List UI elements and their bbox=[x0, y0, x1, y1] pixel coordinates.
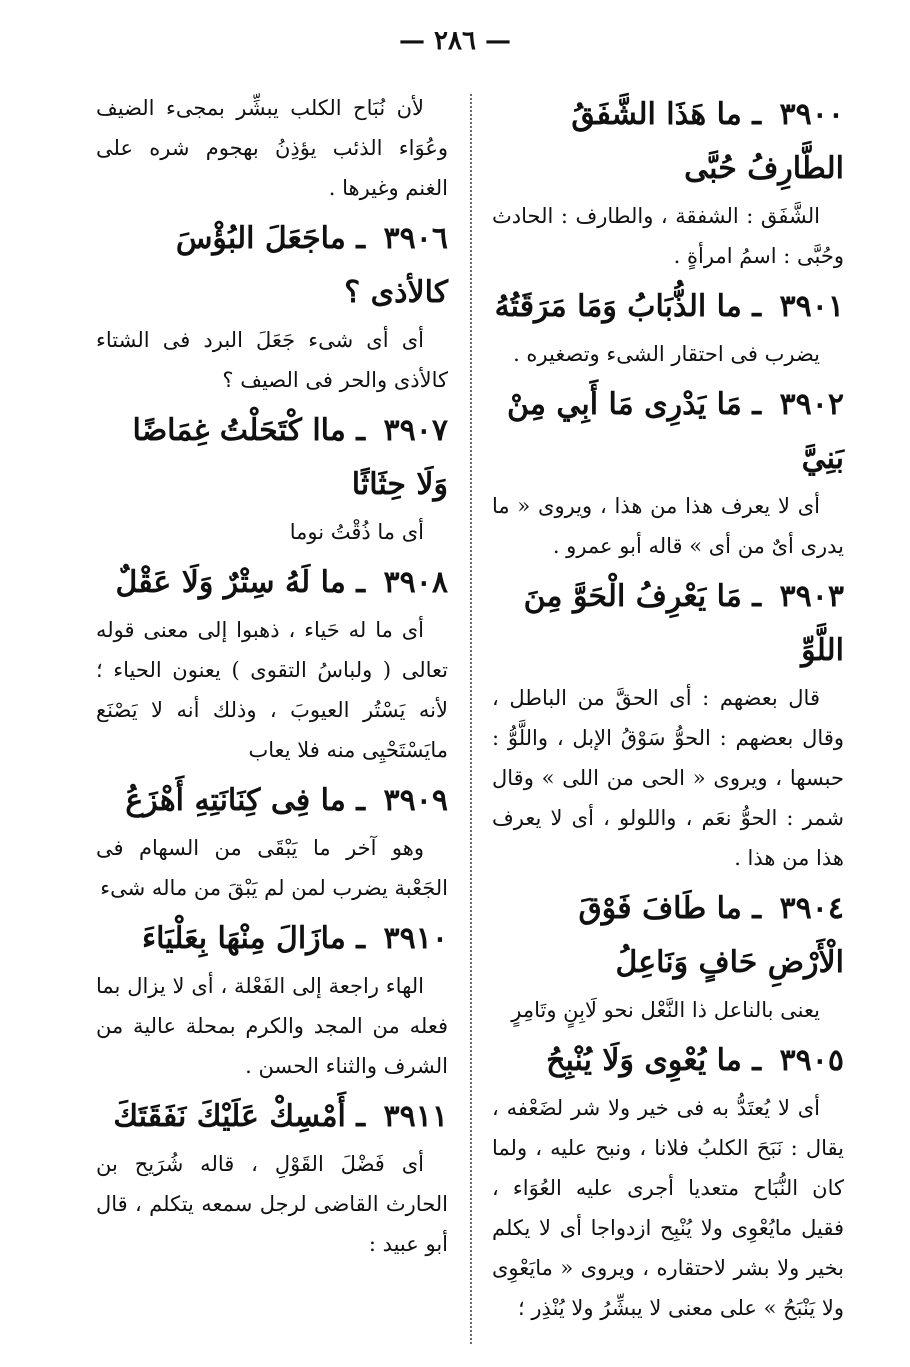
right-column bbox=[492, 88, 844, 1332]
proverb-text: ما الذُّبَابُ وَمَا مَرَقَتُهُ bbox=[494, 289, 742, 324]
proverb-title bbox=[492, 570, 844, 678]
proverb-number: ٣٩٠٧ bbox=[383, 413, 448, 448]
title-dash: ـ bbox=[741, 891, 772, 926]
proverb-entry bbox=[96, 1090, 448, 1264]
proverb-text: ما فِى كِنَانَتِهِ أَهْزَعُ bbox=[125, 783, 346, 818]
proverb-entry bbox=[492, 378, 844, 566]
proverb-explanation: وهو آخر ما يَبْقَى من السهام فى الجَعْبة يضرب لمن لم يَبْقَ من ماله شىء bbox=[96, 836, 448, 900]
title-dash: ـ bbox=[741, 289, 772, 324]
page-number: — ٢٨٦ — bbox=[398, 26, 512, 56]
proverb-explanation: يعنى بالناعل ذا النَّعْل نحو لَابِنٍ وتَامِرٍ bbox=[511, 998, 820, 1022]
proverb-entry bbox=[96, 212, 448, 400]
proverb-explanation: لأن نُبَاح الكلب يبشِّر بمجىء الضيف وعُوَاء الذئب يؤذِنُ بهجوم شره على الغنم وغيرها . bbox=[96, 96, 448, 200]
proverb-text: أَمْسِكْ عَلَيْكَ نَفَقَتَكَ bbox=[113, 1099, 346, 1134]
proverb-title bbox=[492, 280, 844, 334]
proverb-title bbox=[96, 556, 448, 610]
proverb-text: ماجَعَلَ البُؤْسَ كالأذى ؟ bbox=[175, 221, 448, 310]
proverb-number: ٣٩٠٥ bbox=[779, 1043, 844, 1078]
proverb-entry bbox=[96, 912, 448, 1086]
title-dash: ـ bbox=[741, 97, 772, 132]
proverb-explanation: أى أى شىء جَعَلَ البرد فى الشتاء كالأذى والحر فى الصيف ؟ bbox=[96, 328, 448, 392]
proverb-number: ٣٩٠٢ bbox=[779, 387, 844, 422]
title-dash: ـ bbox=[741, 387, 772, 422]
proverb-number: ٣٩٠٦ bbox=[383, 221, 448, 256]
proverb-explanation: يضرب فى احتقار الشىء وتصغيره . bbox=[513, 342, 820, 366]
proverb-entry bbox=[96, 774, 448, 908]
proverb-explanation: أى ما له حَياء ، ذهبوا إلى معنى قوله تعالى ( ولباسُ التقوى ) يعنون الحياء ؛ لأنه يَسْتُر العيوبَ ، وذلك أنه لا يَصْنَع مايَسْتَحْيِى منه فلا يعاب bbox=[96, 618, 448, 762]
proverb-entry bbox=[492, 88, 844, 276]
proverb-explanation: أى ما ذُقْتُ نوما bbox=[289, 520, 424, 544]
title-dash: ـ bbox=[345, 413, 376, 448]
proverb-number: ٣٩٠٤ bbox=[779, 891, 844, 926]
proverb-title bbox=[96, 774, 448, 828]
proverb-entry bbox=[492, 882, 844, 1030]
proverb-entry bbox=[96, 404, 448, 552]
proverb-number: ٣٩٠٣ bbox=[779, 579, 844, 614]
proverb-entry bbox=[96, 88, 448, 208]
left-column bbox=[96, 88, 448, 1268]
proverb-title bbox=[492, 1034, 844, 1088]
proverb-number: ٣٩٠١ bbox=[779, 289, 844, 324]
proverb-title bbox=[492, 882, 844, 990]
proverb-title bbox=[96, 912, 448, 966]
proverb-explanation: قال بعضهم : أى الحقَّ من الباطل ، وقال بعضهم : الحوُّ سَوْقُ الإبل ، واللَّوُّ : حبسها ، ويروى « الحى من اللى » وقال شمر : الحوُّ نعَم ، واللولو ، أى لا يعرف هذا من هذا . bbox=[492, 686, 844, 870]
proverb-explanation: أى لا يُعتَدُّ به فى خير ولا شر لضَعْفه ، يقال : نَبَحَ الكلبُ فلانا ، ونبح عليه ، ولما كان النُّبَاح متعديا أجرى عليه العُوَاء ، فقيل مايُعْوِى ولا يُنْبِح ازدواجا أى لا يكلم بخير ولا بشر لاحتقاره ، ويروى « مايَعْوِى ولا يَنْبَحُ » على معنى لا يبشِّرُ ولا يُنْذِر ؛ bbox=[492, 1096, 844, 1320]
proverb-explanation: أى لا يعرف هذا من هذا ، ويروى « ما يدرى أىٌ من أى » قاله أبو عمرو . bbox=[492, 494, 844, 558]
proverb-text: مَا يَدْرِى مَا أَبِي مِنْ بَنِيَّ bbox=[507, 387, 844, 476]
title-dash: ـ bbox=[345, 1099, 376, 1134]
proverb-explanation: الهاء راجعة إلى الفَعْلة ، أى لا يزال بما فعله من المجد والكرم بمحلة عالية من الشرف والثناء الحسن . bbox=[96, 974, 448, 1078]
title-dash: ـ bbox=[345, 783, 376, 818]
proverb-title bbox=[96, 212, 448, 320]
proverb-number: ٣٩٠٠ bbox=[779, 97, 844, 132]
proverb-title bbox=[492, 378, 844, 486]
proverb-text: ما طَافَ فَوْقَ الْأَرْضِ حَافٍ وَنَاعِلُ bbox=[578, 891, 844, 980]
proverb-text: ما لَهُ سِتْرٌ وَلَا عَقْلٌ bbox=[115, 565, 346, 600]
proverb-number: ٣٩٠٨ bbox=[383, 565, 448, 600]
title-dash: ـ bbox=[345, 565, 376, 600]
proverb-title bbox=[96, 404, 448, 512]
proverb-text: مَا يَعْرِفُ الْحَوَّ مِنَ اللَّوِّ bbox=[523, 579, 844, 668]
proverb-entry bbox=[492, 570, 844, 878]
proverb-title bbox=[96, 1090, 448, 1144]
column-divider bbox=[470, 94, 472, 1344]
proverb-number: ٣٩١١ bbox=[383, 1099, 448, 1134]
proverb-text: ما يُعْوِى وَلَا يُنْبِحُ bbox=[546, 1043, 742, 1078]
title-dash: ـ bbox=[741, 579, 772, 614]
proverb-text: ما هَذَا الشَّفَقُ الطَّارِفُ حُبَّى bbox=[571, 97, 844, 186]
proverb-text: مازَالَ مِنْهَا بِعَلْيَاءَ bbox=[141, 921, 346, 956]
proverb-number: ٣٩١٠ bbox=[383, 921, 448, 956]
title-dash: ـ bbox=[345, 221, 376, 256]
proverb-number: ٣٩٠٩ bbox=[383, 783, 448, 818]
proverb-entry bbox=[492, 280, 844, 374]
proverb-title bbox=[492, 88, 844, 196]
proverb-explanation: الشَّفَق : الشفقة ، والطارف : الحادث وحُبَّى : اسمُ امرأةٍ . bbox=[492, 204, 844, 268]
proverb-explanation: أى فَضْلَ القَوْلِ ، قاله شُرَيح بن الحارث القاضى لرجل سمعه يتكلم ، قال أبو عبيد : bbox=[96, 1152, 448, 1256]
proverb-text: ماا كْتَحَلْتُ غِمَاضًا وَلَا حِثَاثًا bbox=[132, 413, 448, 502]
title-dash: ـ bbox=[345, 921, 376, 956]
proverb-entry bbox=[96, 556, 448, 770]
title-dash: ـ bbox=[741, 1043, 772, 1078]
proverb-entry bbox=[492, 1034, 844, 1328]
